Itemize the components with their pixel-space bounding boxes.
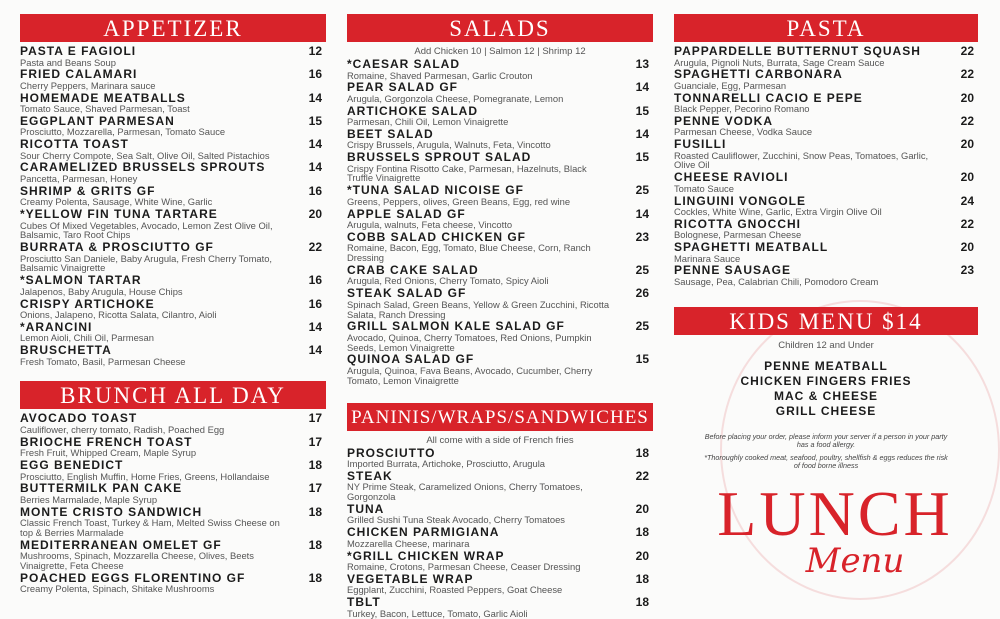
item-description: Jalapenos, Baby Arugula, House Chips xyxy=(20,285,183,297)
logo-lunch: LUNCH xyxy=(717,478,953,549)
item-name: RICOTTA GNOCCHI xyxy=(674,216,801,231)
menu-item xyxy=(20,344,326,366)
menu-item xyxy=(20,138,326,160)
item-description: Romaine, Crotons, Parmesan Cheese, Ceaser Dressing xyxy=(347,561,581,573)
item-name: FRIED CALAMARI xyxy=(20,67,138,82)
item-price: 12 xyxy=(308,44,322,58)
item-name: *CAESAR SALAD xyxy=(347,57,461,71)
menu-item xyxy=(20,572,326,594)
item-name: SPAGHETTI CARBONARA xyxy=(674,67,843,82)
item-price: 22 xyxy=(960,113,974,128)
menu-item xyxy=(347,184,653,206)
item-name: TONNARELLI CACIO E PEPE xyxy=(674,90,863,105)
item-price: 14 xyxy=(635,126,649,141)
menu-item xyxy=(20,482,326,504)
kids-menu xyxy=(674,340,978,419)
item-description: Onions, Jalapeno, Ricotta Salata, Cilantro, Aioli xyxy=(20,309,217,321)
item-name: CRAB CAKE SALAD xyxy=(347,262,479,277)
item-price: 20 xyxy=(960,240,974,255)
item-name: CRISPY ARTICHOKE xyxy=(20,296,155,311)
menu-item xyxy=(347,573,653,595)
item-description: Parmesan Cheese, Vodka Sauce xyxy=(674,126,813,138)
item-description: Classic French Toast, Turkey & Ham, Melted Swiss Cheese on top & Berries Marmalade xyxy=(20,517,280,538)
item-name: GRILL SALMON KALE SALAD GF xyxy=(347,319,565,334)
paninis-list xyxy=(347,447,653,619)
item-name: *TUNA SALAD NICOISE GF xyxy=(347,183,524,198)
salads-subtitle: Add Chicken 10 | Salmon 12 | Shrimp 12 xyxy=(414,46,586,57)
item-price: 18 xyxy=(635,595,649,610)
menu-item xyxy=(20,45,326,67)
appetizer-header: APPETIZER xyxy=(20,14,326,42)
item-name: CHEESE RAVIOLI xyxy=(674,170,789,185)
menu-item xyxy=(347,151,653,183)
item-name: LINGUINI VONGOLE xyxy=(674,193,807,208)
item-description: Sour Cherry Compote, Sea Salt, Olive Oil, Salted Pistachios xyxy=(20,149,270,161)
item-description: NY Prime Steak, Caramelized Onions, Cherry Tomatoes, Gorgonzola xyxy=(347,481,583,503)
item-price: 14 xyxy=(635,206,649,221)
item-name: VEGETABLE WRAP xyxy=(347,571,474,586)
item-name: BUTTERMILK PAN CAKE xyxy=(20,481,183,496)
menu-item xyxy=(347,470,653,502)
menu-item xyxy=(20,92,326,114)
item-price: 22 xyxy=(308,240,322,255)
menu-item xyxy=(674,68,978,90)
cooking-warning: *Thoroughly cooked meat, seafood, poultry, shellfish & eggs reduces the risk of food borne illness xyxy=(704,452,948,471)
menu-item xyxy=(20,412,326,434)
item-description: Berries Marmalade, Maple Syrup xyxy=(20,493,158,505)
item-price: 16 xyxy=(308,273,322,288)
menu-item xyxy=(347,105,653,127)
item-price: 17 xyxy=(308,411,322,426)
kids-item: CHICKEN FINGERS FRIES xyxy=(740,373,912,388)
item-name: SHRIMP & GRITS GF xyxy=(20,183,156,198)
item-description: Pasta and Beans Soup xyxy=(20,56,116,68)
item-price: 25 xyxy=(635,262,649,277)
pasta-header: PASTA xyxy=(674,14,978,42)
item-description: Grilled Sushi Tuna Steak Avocado, Cherry Tomatoes xyxy=(347,514,565,526)
item-price: 18 xyxy=(635,571,649,586)
menu-item xyxy=(20,274,326,296)
item-price: 15 xyxy=(635,150,649,165)
item-name: EGGPLANT PARMESAN xyxy=(20,113,175,128)
item-price: 23 xyxy=(960,263,974,278)
item-price: 14 xyxy=(308,137,322,152)
logo-menu: Menu xyxy=(805,541,905,581)
item-price: 14 xyxy=(308,319,322,334)
item-price: 20 xyxy=(308,207,322,222)
menu-item xyxy=(20,298,326,320)
lunch-menu-logo xyxy=(690,478,980,581)
menu-item xyxy=(674,195,978,217)
item-price: 18 xyxy=(308,570,322,585)
menu-item xyxy=(347,447,653,469)
menu-item xyxy=(674,115,978,137)
menu-item xyxy=(20,208,326,240)
item-name: AVOCADO TOAST xyxy=(20,411,138,426)
item-description: Arugula, Red Onions, Cherry Tomato, Spicy Aioli xyxy=(347,275,549,287)
item-name: CARAMELIZED BRUSSELS SPROUTS xyxy=(20,160,266,175)
menu-item xyxy=(347,231,653,263)
item-description: Crispy Brussels, Arugula, Walnuts, Feta, Vincotto xyxy=(347,139,551,151)
item-description: Eggplant, Zucchini, Roasted Peppers, Goat Cheese xyxy=(347,584,563,596)
item-description: Prosciutto, Mozzarella, Parmesan, Tomato Sauce xyxy=(20,126,226,138)
item-name: PEAR SALAD GF xyxy=(347,80,459,95)
item-name: STEAK SALAD GF xyxy=(347,286,467,301)
item-name: PAPPARDELLE BUTTERNUT SQUASH xyxy=(674,44,921,58)
item-price: 13 xyxy=(635,57,649,71)
item-price: 14 xyxy=(308,90,322,105)
item-description: Mushrooms, Spinach, Mozzarella Cheese, Olives, Beets Vinaigrette, Feta Cheese xyxy=(20,550,254,572)
item-description: Cockles, White Wine, Garlic, Extra Virgin Olive Oil xyxy=(674,206,882,218)
menu-item xyxy=(674,264,978,286)
item-price: 26 xyxy=(635,286,649,301)
item-name: TUNA xyxy=(347,501,385,516)
item-name: CHICKEN PARMIGIANA xyxy=(347,525,500,540)
item-price: 18 xyxy=(308,537,322,552)
item-description: Guanciale, Egg, Parmesan xyxy=(674,79,787,91)
item-description: Crispy Fontina Risotto Cake, Parmesan, Hazelnuts, Black Truffle Vinaigrette xyxy=(347,162,587,184)
menu-item xyxy=(20,68,326,90)
item-name: APPLE SALAD GF xyxy=(347,206,466,221)
item-name: *GRILL CHICKEN WRAP xyxy=(347,548,505,563)
item-description: Cauliflower, cherry tomato, Radish, Poached Egg xyxy=(20,423,225,435)
menu-item xyxy=(20,436,326,458)
item-name: TBLT xyxy=(347,595,381,610)
menu-item xyxy=(347,550,653,572)
item-price: 20 xyxy=(960,137,974,152)
item-description: Creamy Polenta, Spinach, Shitake Mushrooms xyxy=(20,583,215,595)
brunch-header: BRUNCH ALL DAY xyxy=(20,381,326,409)
item-price: 22 xyxy=(960,44,974,58)
menu-item xyxy=(347,596,653,618)
item-description: Black Pepper, Pecorino Romano xyxy=(674,103,810,115)
menu-item xyxy=(347,503,653,525)
item-description: Arugula, Pignoli Nuts, Burrata, Sage Cream Sauce xyxy=(674,56,885,68)
salads-header: SALADS xyxy=(347,14,653,42)
column-left xyxy=(20,14,326,594)
item-price: 17 xyxy=(308,434,322,449)
kids-item: GRILL CHEESE xyxy=(775,403,877,418)
item-price: 20 xyxy=(960,170,974,185)
menu-item xyxy=(674,218,978,240)
item-price: 22 xyxy=(960,216,974,231)
item-price: 25 xyxy=(635,183,649,198)
item-description: Prosciutto, English Muffin, Home Fries, Greens, Hollandaise xyxy=(20,470,270,482)
item-description: Arugula, Gorgonzola Cheese, Pomegranate, Lemon xyxy=(347,92,564,104)
menu-item xyxy=(347,353,653,385)
item-name: ARTICHOKE SALAD xyxy=(347,103,478,118)
item-description: Spinach Salad, Green Beans, Yellow & Green Zucchini, Ricotta Salata, Ranch Dressing xyxy=(347,298,610,320)
item-name: COBB SALAD CHICKEN GF xyxy=(347,229,526,244)
kids-item: MAC & CHEESE xyxy=(773,388,878,403)
item-price: 20 xyxy=(960,90,974,105)
item-description: Mozzarella Cheese, marinara xyxy=(347,537,470,549)
menu-item xyxy=(674,92,978,114)
item-name: *ARANCINI xyxy=(20,319,93,334)
kids-subtitle: Children 12 and Under xyxy=(778,339,874,351)
menu-item xyxy=(347,287,653,319)
menu-item xyxy=(20,506,326,538)
item-price: 16 xyxy=(308,183,322,198)
item-description: Fresh Fruit, Whipped Cream, Maple Syrup xyxy=(20,447,197,459)
item-name: PENNE VODKA xyxy=(674,113,774,128)
item-description: Prosciutto San Daniele, Baby Arugula, Fresh Cherry Tomato, Balsamic Vinaigrette xyxy=(20,252,273,274)
item-price: 18 xyxy=(635,525,649,540)
menu-item xyxy=(347,81,653,103)
item-description: Turkey, Bacon, Lettuce, Tomato, Garlic Aioli xyxy=(347,607,528,619)
salads-list xyxy=(347,58,653,386)
menu-item xyxy=(347,58,653,80)
menu-item xyxy=(347,320,653,352)
appetizer-list xyxy=(20,45,326,366)
menu-item xyxy=(20,161,326,183)
item-description: Imported Burrata, Artichoke, Prosciutto, Arugula xyxy=(347,458,546,470)
item-price: 18 xyxy=(635,445,649,460)
item-description: Romaine, Shaved Parmesan, Garlic Crouton xyxy=(347,69,533,81)
item-name: QUINOA SALAD GF xyxy=(347,352,475,367)
item-name: FUSILLI xyxy=(674,137,727,152)
menu-item xyxy=(20,459,326,481)
item-description: Pancetta, Parmesan, Honey xyxy=(20,172,138,184)
item-name: EGG BENEDICT xyxy=(20,458,124,473)
item-description: Cubes Of Mixed Vegetables, Avocado, Lemon Zest Olive Oil, Balsamic, Taro Root Chips xyxy=(20,219,273,241)
paninis-subtitle: All come with a side of French fries xyxy=(426,434,574,446)
item-price: 16 xyxy=(308,296,322,311)
item-name: BEET SALAD xyxy=(347,126,434,141)
allergy-note: Before placing your order, please inform your server if a person in your party has a food allergy. xyxy=(704,431,948,450)
menu-item xyxy=(20,185,326,207)
item-name: RICOTTA TOAST xyxy=(20,137,129,152)
item-price: 22 xyxy=(635,468,649,483)
item-price: 24 xyxy=(960,193,974,208)
brunch-list xyxy=(20,412,326,594)
menu-item xyxy=(347,128,653,150)
item-name: POACHED EGGS FLORENTINO GF xyxy=(20,570,246,585)
column-middle xyxy=(347,14,653,618)
item-price: 14 xyxy=(308,343,322,358)
menu-item xyxy=(347,264,653,286)
item-name: MONTE CRISTO SANDWICH xyxy=(20,504,203,519)
item-description: Arugula, Quinoa, Fava Beans, Avocado, Cucumber, Cherry Tomato, Lemon Vinaigrette xyxy=(347,364,593,386)
paninis-header: PANINIS/WRAPS/SANDWICHES xyxy=(347,403,653,431)
item-description: Fresh Tomato, Basil, Parmesan Cheese xyxy=(20,355,186,367)
item-price: 16 xyxy=(308,67,322,82)
item-description: Cherry Peppers, Marinara sauce xyxy=(20,79,156,91)
item-name: *YELLOW FIN TUNA TARTARE xyxy=(20,207,218,222)
menu-item xyxy=(674,138,978,170)
kids-item: PENNE MEATBALL xyxy=(764,358,888,373)
item-price: 15 xyxy=(635,352,649,367)
menu-item xyxy=(347,526,653,548)
menu-item xyxy=(674,45,978,67)
item-name: PENNE SAUSAGE xyxy=(674,263,792,278)
menu-item xyxy=(20,115,326,137)
pasta-list xyxy=(674,45,978,287)
menu-item xyxy=(20,241,326,273)
item-description: Creamy Polenta, Sausage, White Wine, Garlic xyxy=(20,196,213,208)
item-description: Romaine, Bacon, Egg, Tomato, Blue Cheese, Corn, Ranch Dressing xyxy=(347,242,591,264)
item-name: PASTA E FAGIOLI xyxy=(20,44,137,58)
item-description: Arugula, walnuts, Feta cheese, Vincotto xyxy=(347,219,513,231)
item-name: BRUSCHETTA xyxy=(20,343,112,358)
item-price: 17 xyxy=(308,481,322,496)
item-price: 23 xyxy=(635,229,649,244)
item-price: 20 xyxy=(635,501,649,516)
item-price: 15 xyxy=(635,103,649,118)
item-description: Lemon Aioli, Chili Oil, Parmesan xyxy=(20,332,154,344)
item-name: SPAGHETTI MEATBALL xyxy=(674,240,829,255)
item-description: Roasted Cauliflower, Zucchini, Snow Peas, Tomatoes, Garlic, Olive Oil xyxy=(674,149,929,171)
item-price: 15 xyxy=(308,113,322,128)
kids-header: KIDS MENU $14 xyxy=(674,307,978,335)
menu-item xyxy=(674,241,978,263)
item-description: Tomato Sauce, Shaved Parmesan, Toast xyxy=(20,103,190,115)
item-name: BURRATA & PROSCIUTTO GF xyxy=(20,240,214,255)
item-description: Marinara Sauce xyxy=(674,252,741,264)
item-description: Tomato Sauce xyxy=(674,182,734,194)
item-name: BRUSSELS SPROUT SALAD xyxy=(347,150,532,165)
item-description: Greens, Peppers, olives, Green Beans, Egg, red wine xyxy=(347,195,571,207)
item-description: Avocado, Quinoa, Cherry Tomatoes, Red Onions, Pumpkin Seeds, Lemon Vinaigrette xyxy=(347,331,592,353)
item-price: 14 xyxy=(308,160,322,175)
item-description: Bolognese, Parmesan Cheese xyxy=(674,229,802,241)
menu-item xyxy=(674,171,978,193)
item-description: Parmesan, Chili Oil, Lemon Vinaigrette xyxy=(347,116,509,128)
item-name: MEDITERRANEAN OMELET GF xyxy=(20,537,222,552)
item-name: BRIOCHE FRENCH TOAST xyxy=(20,434,193,449)
menu-item xyxy=(20,539,326,571)
item-name: *SALMON TARTAR xyxy=(20,273,142,288)
item-price: 22 xyxy=(960,67,974,82)
item-price: 25 xyxy=(635,319,649,334)
item-name: PROSCIUTTO xyxy=(347,445,436,460)
item-price: 14 xyxy=(635,80,649,95)
item-price: 18 xyxy=(308,458,322,473)
menu-item xyxy=(20,321,326,343)
menu-item xyxy=(347,208,653,230)
column-right xyxy=(674,14,978,471)
item-price: 18 xyxy=(308,504,322,519)
item-name: STEAK xyxy=(347,468,393,483)
item-price: 20 xyxy=(635,548,649,563)
item-name: HOMEMADE MEATBALLS xyxy=(20,90,186,105)
item-description: Sausage, Pea, Calabrian Chili, Pomodoro Cream xyxy=(674,275,879,287)
